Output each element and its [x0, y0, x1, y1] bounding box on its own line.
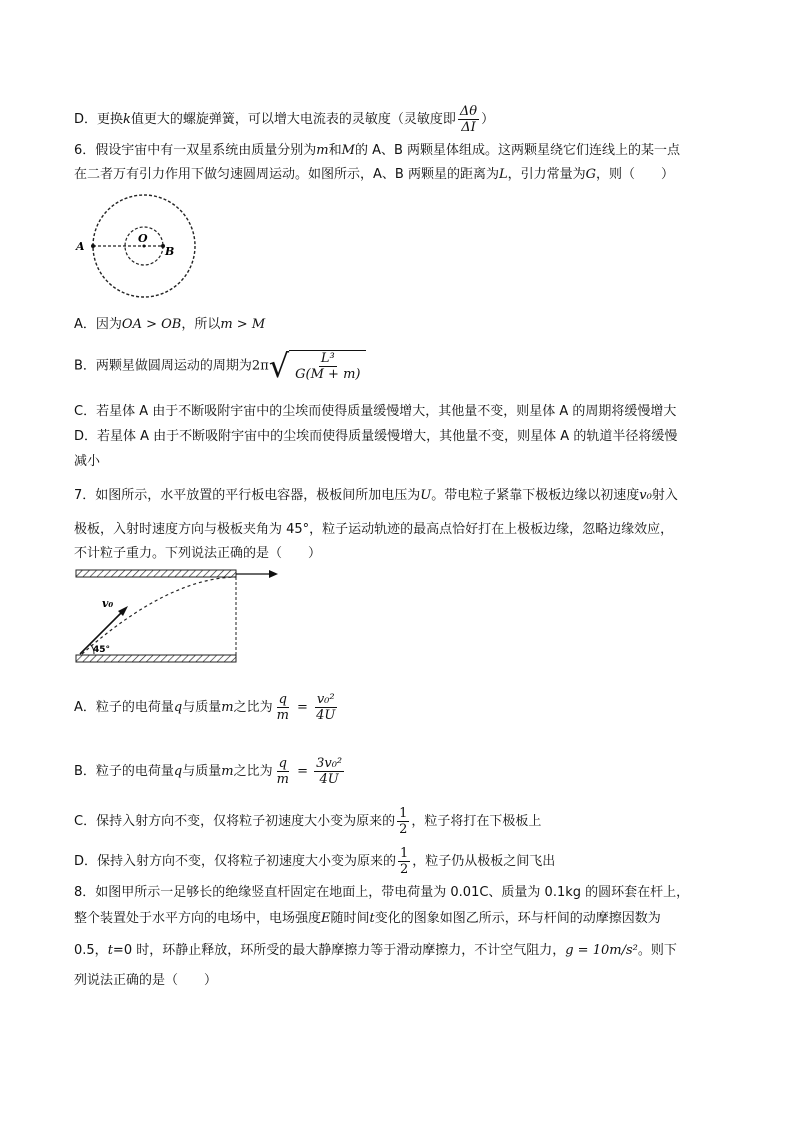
angle-label: 45° — [93, 645, 111, 655]
frac-num: q — [278, 692, 287, 707]
binary-star-figure — [70, 194, 210, 304]
sqrt-expression — [268, 347, 367, 385]
text: 和 — [328, 143, 342, 158]
text: 随时间 — [330, 911, 370, 926]
text: 与质量 — [182, 764, 222, 779]
text: 。带电粒子紧靠下极板边缘以初速度 — [431, 488, 640, 503]
frac-num: 1 — [399, 806, 408, 821]
frac-num: v₀² — [316, 692, 335, 707]
q6-option-d — [74, 428, 677, 446]
v0-var: v₀ — [639, 488, 652, 503]
capacitor-figure — [72, 566, 282, 668]
v0-label: v₀ — [102, 597, 114, 610]
frac-num: L³ — [320, 351, 335, 366]
frac-den: G(M + m) — [295, 367, 361, 382]
text: 在二者万有引力作用下做匀速圆周运动。如图所示，A、B 两颗星的距离为 — [74, 167, 499, 182]
frac-num: q — [278, 756, 287, 771]
text: ，粒子将打在下极板上 — [411, 814, 542, 829]
m-var: m — [316, 143, 329, 158]
q7-line2 — [74, 521, 673, 539]
radicand — [289, 350, 366, 382]
m-var: m — [221, 764, 234, 779]
q7-option-a — [74, 692, 339, 723]
half-fraction — [398, 846, 410, 877]
q6-line1 — [74, 142, 680, 160]
prev-option-d — [74, 104, 494, 135]
exit-arrow-head — [269, 570, 278, 578]
q8-line4 — [74, 972, 217, 990]
t-var: t — [107, 943, 113, 958]
q8-line2 — [74, 910, 661, 928]
text: 射入 — [651, 488, 678, 503]
text: 之比为 — [233, 700, 273, 715]
q-var: q — [173, 700, 183, 715]
text: 极板，入射时速度方向与极板夹角为 45°，粒子运动轨迹的最高点恰好打在上极板边缘，忽略边缘效应， — [74, 522, 674, 537]
text: =0 时，环静止释放，环所受的最大静摩擦力等于滑动摩擦力，不计空气阻力， — [112, 943, 566, 958]
lhs-fraction — [275, 756, 291, 787]
frac-den: 2 — [400, 862, 409, 877]
frac-den: ΔI — [461, 120, 476, 135]
q-var: q — [173, 764, 183, 779]
label-o: O — [138, 232, 148, 245]
text: C．若星体 A 由于不断吸附宇宙中的尘埃而使得质量缓慢增大，其他量不变，则星体 A 的周期将缓慢增大 — [74, 404, 677, 419]
rhs-fraction — [314, 692, 337, 723]
frac-den: m — [276, 708, 289, 723]
G-var: G — [585, 167, 596, 182]
text: D．更换 — [74, 112, 124, 127]
label-a: A — [76, 240, 85, 253]
q8-line1 — [74, 884, 689, 902]
q7-option-d — [74, 846, 555, 877]
k-var: k — [123, 112, 131, 127]
text: 7．如图所示，水平放置的平行板电容器，极板间所加电压为 — [74, 488, 421, 503]
lower-plate — [76, 655, 236, 662]
text: ，所以 — [181, 317, 221, 332]
q6-option-c — [74, 403, 676, 421]
text: D．若星体 A 由于不断吸附宇宙中的尘埃而使得质量缓慢增大，其他量不变，则星体 A 的轨道半径将缓慢 — [74, 429, 678, 444]
E-var: E — [321, 911, 331, 926]
text: ） — [481, 112, 495, 127]
q7-option-b — [74, 756, 346, 787]
q6-line2 — [74, 166, 674, 184]
text: ，粒子仍从极板之间飞出 — [412, 854, 556, 869]
q6-option-b — [74, 347, 366, 385]
q7-line1 — [74, 487, 678, 505]
text: 之比为 — [233, 764, 273, 779]
text: C．保持入射方向不变，仅将粒子初速度大小变为原来的 — [74, 814, 396, 829]
radical-sign: √ — [268, 347, 290, 385]
star-a-dot — [91, 244, 95, 248]
frac-num: 3v₀² — [316, 756, 343, 771]
text: ，引力常量为 — [507, 167, 586, 182]
U-var: U — [420, 488, 432, 503]
text: A．因为 — [74, 317, 122, 332]
frac-den: 4U — [319, 772, 339, 787]
rhs-fraction — [314, 756, 344, 787]
frac-den: 2 — [399, 822, 408, 837]
L-var: L — [498, 167, 508, 182]
text: 8．如图甲所示一足够长的绝缘竖直杆固定在地面上，带电荷量为 0.01C、质量为 0.1kg 的圆环套在杆上， — [74, 885, 690, 900]
text: ，则（ ） — [596, 167, 675, 182]
half-fraction — [397, 806, 409, 837]
frac-den: m — [276, 772, 289, 787]
q7-line3 — [74, 545, 321, 563]
text: 与质量 — [182, 700, 222, 715]
text: B．粒子的电荷量 — [74, 764, 174, 779]
math: m > M — [220, 317, 266, 332]
label-b: B — [165, 245, 175, 258]
trajectory-curve — [82, 577, 236, 654]
sensitivity-fraction — [458, 104, 479, 135]
text: 变化的图象如图乙所示，环与杆间的动摩擦因数为 — [374, 911, 661, 926]
equals-sign: = — [292, 764, 313, 779]
q6-option-a — [74, 316, 265, 334]
text: 6．假设宇宙中有一双星系统由质量分别为 — [74, 143, 317, 158]
text: 的 A、B 两颗星体组成。这两颗星绕它们连线上的某一点 — [354, 143, 681, 158]
frac-num: 1 — [400, 846, 409, 861]
q6-option-d-cont — [74, 453, 100, 471]
t-var: t — [369, 911, 375, 926]
q8-line3 — [74, 942, 677, 960]
text: D．保持入射方向不变，仅将粒子初速度大小变为原来的 — [74, 854, 397, 869]
text: 减小 — [74, 454, 101, 469]
lhs-fraction — [275, 692, 291, 723]
period-fraction — [293, 351, 362, 382]
m-var: m — [221, 700, 234, 715]
g-value: g = 10m/s² — [565, 943, 638, 958]
frac-num: Δθ — [459, 104, 478, 119]
upper-plate — [76, 570, 236, 577]
text: 值更大的螺旋弹簧，可以增大电流表的灵敏度（灵敏度即 — [130, 112, 456, 127]
text: 列说法正确的是（ ） — [74, 973, 218, 988]
text: 。则下 — [637, 943, 677, 958]
q7-option-c — [74, 806, 541, 837]
text: 整个装置处于水平方向的电场中，电场强度 — [74, 911, 322, 926]
text: 0.5， — [74, 943, 108, 958]
text: A．粒子的电荷量 — [74, 700, 174, 715]
equals-sign: = — [292, 700, 313, 715]
math: OA > OB — [121, 317, 182, 332]
coef: 2π — [251, 358, 269, 374]
frac-den: 4U — [316, 708, 336, 723]
text: B．两颗星做圆周运动的周期为 — [74, 358, 252, 374]
text: 不计粒子重力。下列说法正确的是（ ） — [74, 546, 322, 561]
M-var: M — [341, 143, 355, 158]
